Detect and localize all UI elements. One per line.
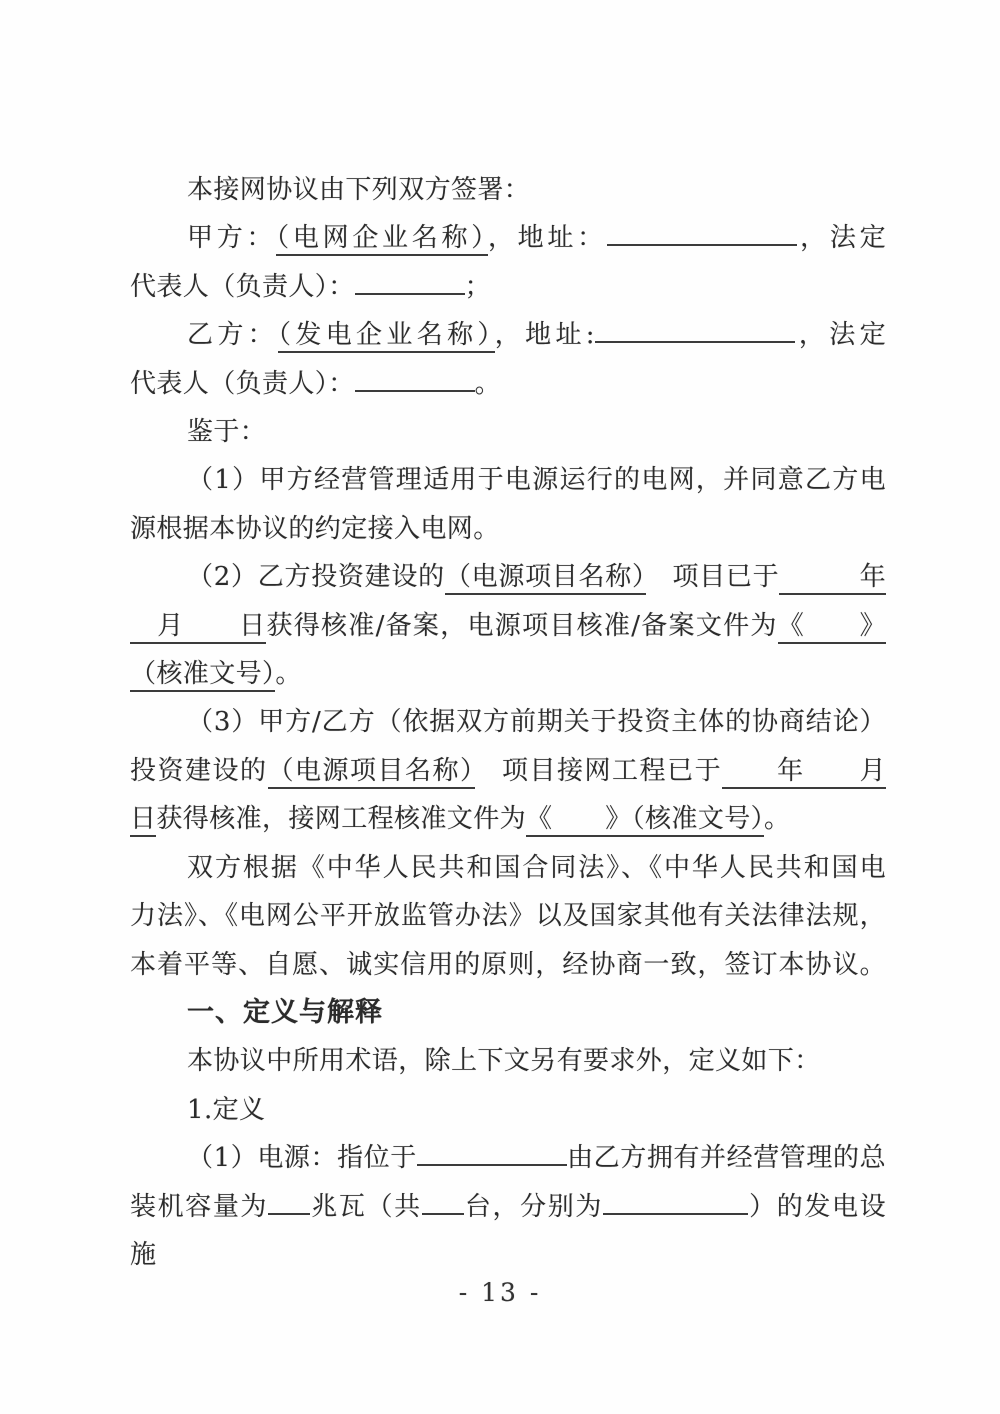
text-segment: 投资建设的 bbox=[130, 755, 268, 786]
text-line bbox=[130, 698, 886, 746]
text-line bbox=[130, 311, 886, 359]
text-segment: 兆瓦（共 bbox=[310, 1191, 422, 1222]
underlined-text: 年 bbox=[779, 562, 886, 595]
page-number: - 13 - bbox=[458, 1278, 542, 1307]
text-segment: 本接网协议由下列双方签署： bbox=[187, 175, 531, 205]
text-line bbox=[130, 263, 886, 311]
text-segment: 由乙方拥有并经营管理的总 bbox=[566, 1143, 886, 1174]
underlined-text: （电源项目名称） bbox=[268, 756, 475, 789]
text-line bbox=[130, 456, 886, 504]
text-segment: 乙方： bbox=[187, 320, 279, 351]
underlined-text: （电网企业名称） bbox=[276, 223, 488, 256]
text-segment: ； bbox=[464, 271, 492, 302]
text-segment: 源根据本协议的约定接入电网。 bbox=[130, 513, 500, 544]
fill-in-blank bbox=[355, 361, 475, 392]
text-segment: 。 bbox=[275, 659, 302, 690]
underlined-text: （核准文号） bbox=[130, 659, 275, 692]
text-segment: 。 bbox=[764, 804, 791, 835]
document-body bbox=[130, 166, 886, 1279]
text-line bbox=[130, 892, 886, 940]
text-segment: 获得核准，接网工程核准文件为 bbox=[156, 804, 527, 835]
text-segment: （2）乙方投资建设的 bbox=[187, 562, 445, 593]
text-line bbox=[130, 844, 886, 892]
text-segment: 台，分别为 bbox=[463, 1191, 603, 1222]
text-line bbox=[130, 1134, 886, 1182]
text-segment: （3）甲方/乙方（依据双方前期关于投资主体的协商结论） bbox=[187, 707, 886, 738]
text-segment: ，法定 bbox=[794, 320, 886, 351]
fill-in-blank bbox=[355, 264, 465, 295]
underlined-text: （电源项目名称） bbox=[445, 562, 646, 595]
text-line bbox=[130, 166, 886, 214]
text-line bbox=[130, 1183, 886, 1280]
underlined-text: 年 月 bbox=[722, 756, 886, 789]
text-line bbox=[130, 1086, 886, 1134]
text-segment: 本着平等、自愿、诚实信用的原则，经协商一致，签订本协议。 bbox=[130, 949, 886, 980]
underlined-text: 日 bbox=[130, 804, 156, 837]
text-segment: 鉴于： bbox=[187, 417, 267, 448]
text-segment: 获得核准/备案，电源项目核准/备案文件为 bbox=[266, 610, 778, 641]
text-segment: 项目接网工程已于 bbox=[474, 755, 723, 786]
fill-in-blank bbox=[603, 1184, 748, 1215]
text-segment: ）的发电设施 bbox=[130, 1191, 886, 1270]
text-segment: （1）甲方经营管理适用于电源运行的电网，并同意乙方电 bbox=[187, 465, 886, 496]
text-line bbox=[130, 602, 886, 650]
fill-in-blank bbox=[422, 1184, 464, 1215]
fill-in-blank bbox=[595, 313, 795, 344]
text-segment: 。 bbox=[474, 368, 502, 399]
underlined-text: （发电企业名称） bbox=[278, 320, 495, 353]
text-line bbox=[130, 505, 886, 553]
text-segment: 代表人（负责人）： bbox=[130, 271, 355, 302]
section-heading bbox=[130, 989, 886, 1037]
text-line bbox=[130, 795, 886, 843]
text-segment: ，地址: bbox=[494, 320, 595, 351]
text-segment: 甲方： bbox=[187, 223, 277, 254]
text-segment: 双方根据《中华人民共和国合同法》、《中华人民共和国电 bbox=[187, 852, 886, 883]
text-line bbox=[130, 747, 886, 795]
text-segment: （1）电源：指位于 bbox=[187, 1143, 417, 1174]
text-segment: 装机容量为 bbox=[130, 1191, 269, 1222]
fill-in-blank bbox=[417, 1136, 567, 1167]
text-segment: 本协议中所用术语，除上下文另有要求外，定义如下： bbox=[187, 1046, 821, 1077]
underlined-text: 《 》（核准文号） bbox=[526, 804, 764, 837]
text-segment: ，法定 bbox=[796, 223, 887, 254]
fill-in-blank bbox=[607, 216, 797, 247]
text-line bbox=[130, 650, 886, 698]
text-segment: 项目已于 bbox=[645, 562, 780, 593]
text-line bbox=[130, 408, 886, 456]
text-line bbox=[130, 214, 886, 262]
underlined-text: 《 》 bbox=[778, 611, 886, 644]
text-line bbox=[130, 1037, 886, 1085]
text-segment: ，地址： bbox=[487, 223, 607, 254]
underlined-text: 月 日 bbox=[130, 611, 266, 644]
fill-in-blank bbox=[268, 1184, 310, 1215]
text-segment: 代表人（负责人）： bbox=[130, 368, 355, 399]
text-line bbox=[130, 941, 886, 989]
text-segment: 1.定义 bbox=[187, 1094, 266, 1125]
text-line bbox=[130, 553, 886, 601]
text-segment: 一、定义与解释 bbox=[187, 996, 383, 1028]
text-segment: 力法》、《电网公平开放监管办法》以及国家其他有关法律法规， bbox=[130, 901, 886, 932]
text-line bbox=[130, 360, 886, 408]
